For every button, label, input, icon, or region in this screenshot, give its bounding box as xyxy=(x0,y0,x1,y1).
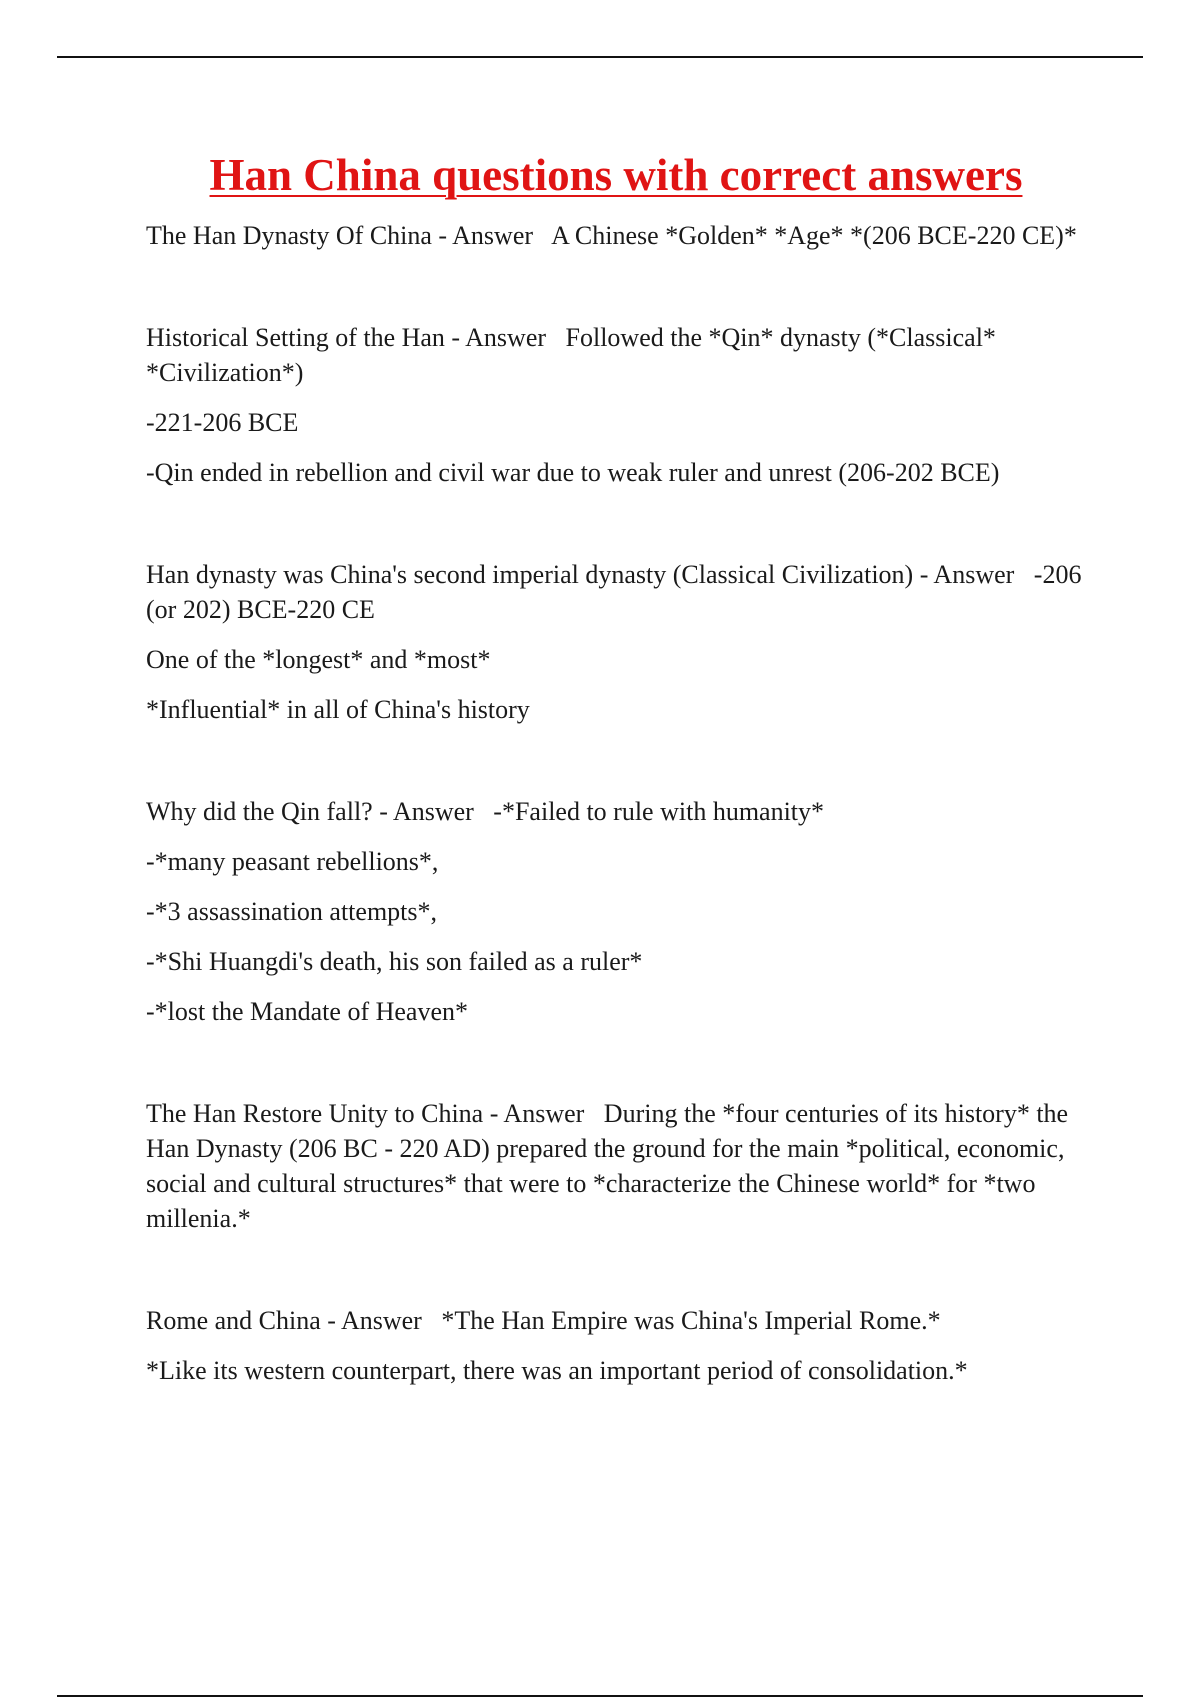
document-body xyxy=(146,218,1086,1455)
qa-line: -*Shi Huangdi's death, his son failed as a ruler* xyxy=(146,947,643,976)
qa-line: Rome and China - Answer *The Han Empire was China's Imperial Rome.* xyxy=(146,1306,941,1335)
qa-line: Historical Setting of the Han - Answer Followed the *Qin* dynasty (*Classical* *Civilization*) xyxy=(146,323,1003,387)
qa-line: -*lost the Mandate of Heaven* xyxy=(146,997,469,1026)
qa-item xyxy=(146,218,1086,253)
qa-item xyxy=(146,557,1086,727)
qa-line: The Han Dynasty Of China - Answer A Chinese *Golden* *Age* *(206 BCE-220 CE)* xyxy=(146,221,1077,250)
qa-line: *Influential* in all of China's history xyxy=(146,695,530,724)
qa-line: Why did the Qin fall? - Answer -*Failed to rule with humanity* xyxy=(146,797,825,826)
qa-item xyxy=(146,794,1086,1029)
qa-line: Han dynasty was China's second imperial dynasty (Classical Civilization) - Answer -206 (or 202) BCE-220 CE xyxy=(146,560,1088,624)
qa-line: One of the *longest* and *most* xyxy=(146,645,491,674)
qa-line: -*3 assassination attempts*, xyxy=(146,897,438,926)
document-title: Han China questions with correct answers xyxy=(209,150,1023,200)
bottom-rule xyxy=(57,1695,1143,1697)
qa-line: -221-206 BCE xyxy=(146,408,299,437)
qa-line: *Like its western counterpart, there was an important period of consolidation.* xyxy=(146,1356,968,1385)
qa-item xyxy=(146,320,1086,490)
qa-line: -Qin ended in rebellion and civil war due to weak ruler and unrest (206-202 BCE) xyxy=(146,458,1000,487)
qa-line: -*many peasant rebellions*, xyxy=(146,847,439,876)
qa-line: The Han Restore Unity to China - Answer During the *four centuries of its history* the Han Dynasty (206 BC - 220 AD) prepared the ground for the main *political, economic, social and cultural structures* that were to *characterize the Chinese world* for *two millenia.* xyxy=(146,1099,1075,1233)
top-rule xyxy=(57,56,1143,58)
qa-item xyxy=(146,1096,1086,1236)
qa-item xyxy=(146,1303,1086,1388)
